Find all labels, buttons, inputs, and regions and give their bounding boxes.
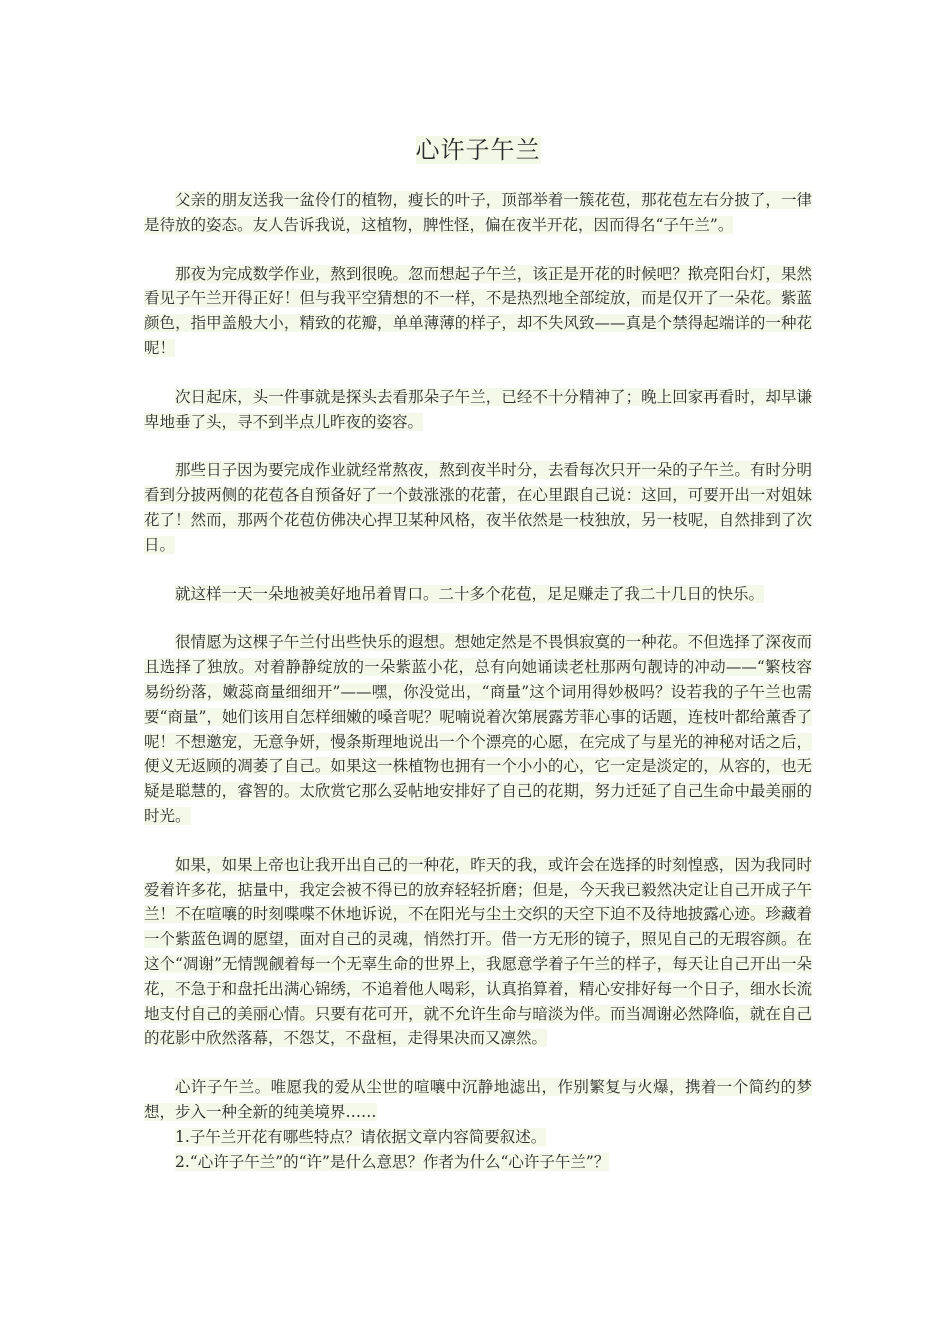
paragraph-text: 次日起床，头一件事就是探头去看那朵子午兰，已经不十分精神了；晚上回家再看时，却早谦卑地垂了头，寻不到半点儿昨夜的姿容。 [144, 387, 812, 431]
paragraph-text: 心许子午兰。唯愿我的爱从尘世的喧嚷中沉静地滤出，作别繁复与火爆，携着一个简约的梦想，步入一种全新的纯美境界…… [144, 1078, 812, 1121]
paragraph-text: 就这样一天一朵地被美好地吊着胃口。二十多个花苞，足足赚走了我二十几日的快乐。 [175, 584, 765, 603]
paragraph [144, 582, 812, 607]
paragraph [144, 458, 812, 557]
question-text: 1.子午兰开花有哪些特点？请依据文章内容简要叙述。 [175, 1127, 547, 1146]
paragraph-text: 那夜为完成数学作业，熬到很晚。忽而想起子午兰，该正是开花的时候吧？揿亮阳台灯，果然看见子午兰开得正好！但与我平空猜想的不一样，不是热烈地全部绽放，而是仅开了一朵花。紫蓝颜色，指甲盖般大小，精致的花瓣，单单薄薄的样子，却不失风致——真是个禁得起端详的一种花呢！ [144, 264, 812, 357]
question-item [144, 1150, 812, 1175]
paragraph [144, 385, 812, 435]
document-page [144, 130, 812, 1174]
question-text: 2.“心许子午兰”的“许”是什么意思？作者为什么“心许子午兰”？ [175, 1152, 610, 1171]
paragraph-text: 很情愿为这棵子午兰付出些快乐的遐想。想她定然是不畏惧寂寞的一种花。不但选择了深夜而且选择了独放。对着静静绽放的一朵紫蓝小花，总有向她诵读老杜那两句靓诗的冲动——“繁枝容易纷纷落，嫩蕊商量细细开”——嘿，你没觉出，“商量”这个词用得妙极吗？设若我的子午兰也需要“商量”，她们该用自怎样细嫩的嗓音呢？呢喃说着次第展露芳菲心事的话题，连枝叶都给薰香了呢！不想邀宠，无意争妍，慢条斯理地说出一个个漂亮的心愿，在完成了与星光的神秘对话之后，便义无返顾的凋萎了自己。如果这一株植物也拥有一个小小的心，它一定是淡定的，从容的，也无疑是聪慧的，睿智的。太欣赏它那么妥帖地安排好了自己的花期，努力迁延了自己生命中最美丽的时光。 [144, 633, 812, 825]
paragraph [144, 853, 812, 1051]
document-title [144, 130, 812, 170]
paragraph [144, 262, 812, 361]
paragraph [144, 188, 812, 238]
document-title-text: 心许子午兰 [415, 136, 541, 164]
paragraph [144, 1075, 812, 1125]
paragraph-text: 父亲的朋友送我一盆伶仃的植物，瘦长的叶子，顶部举着一簇花苞，那花苞左右分披了，一律是待放的姿态。友人告诉我说，这植物，脾性怪，偏在夜半开花，因而得名“子午兰”。 [144, 191, 812, 234]
paragraph [144, 630, 812, 828]
paragraph-text: 那些日子因为要完成作业就经常熬夜，熬到夜半时分，去看每次只开一朵的子午兰。有时分明看到分披两侧的花苞各自预备好了一个鼓涨涨的花蕾，在心里跟自己说：这回，可要开出一对姐妹花了！然而，那两个花苞仿佛决心捍卫某种风格，夜半依然是一枝独放，另一枝呢，自然排到了次日。 [144, 461, 812, 554]
paragraph-text: 如果，如果上帝也让我开出自己的一种花，昨天的我，或许会在选择的时刻惶惑，因为我同时爱着许多花，掂量中，我定会被不得已的放弃轻轻折磨；但是，今天我已毅然决定让自己开成子午兰！不在喧嚷的时刻喋喋不休地诉说，不在阳光与尘土交织的天空下迫不及待地披露心迹。珍藏着一个紫蓝色调的愿望，面对自己的灵魂，悄然打开。借一方无形的镜子，照见自己的无瑕容颜。在这个“凋谢”无情觊觎着每一个无辜生命的世界上，我愿意学着子午兰的样子，每天让自己开出一朵花，不急于和盘托出满心锦绣，不追着他人喝彩，认真掐算着，精心安排好每一个日子，细水长流地支付自己的美丽心情。只要有花可开，就不允许生命与暗淡为伴。而当凋谢必然降临，就在自己的花影中欣然落幕，不怨艾，不盘桓，走得果决而又凛然。 [144, 855, 812, 1048]
question-item [144, 1125, 812, 1150]
